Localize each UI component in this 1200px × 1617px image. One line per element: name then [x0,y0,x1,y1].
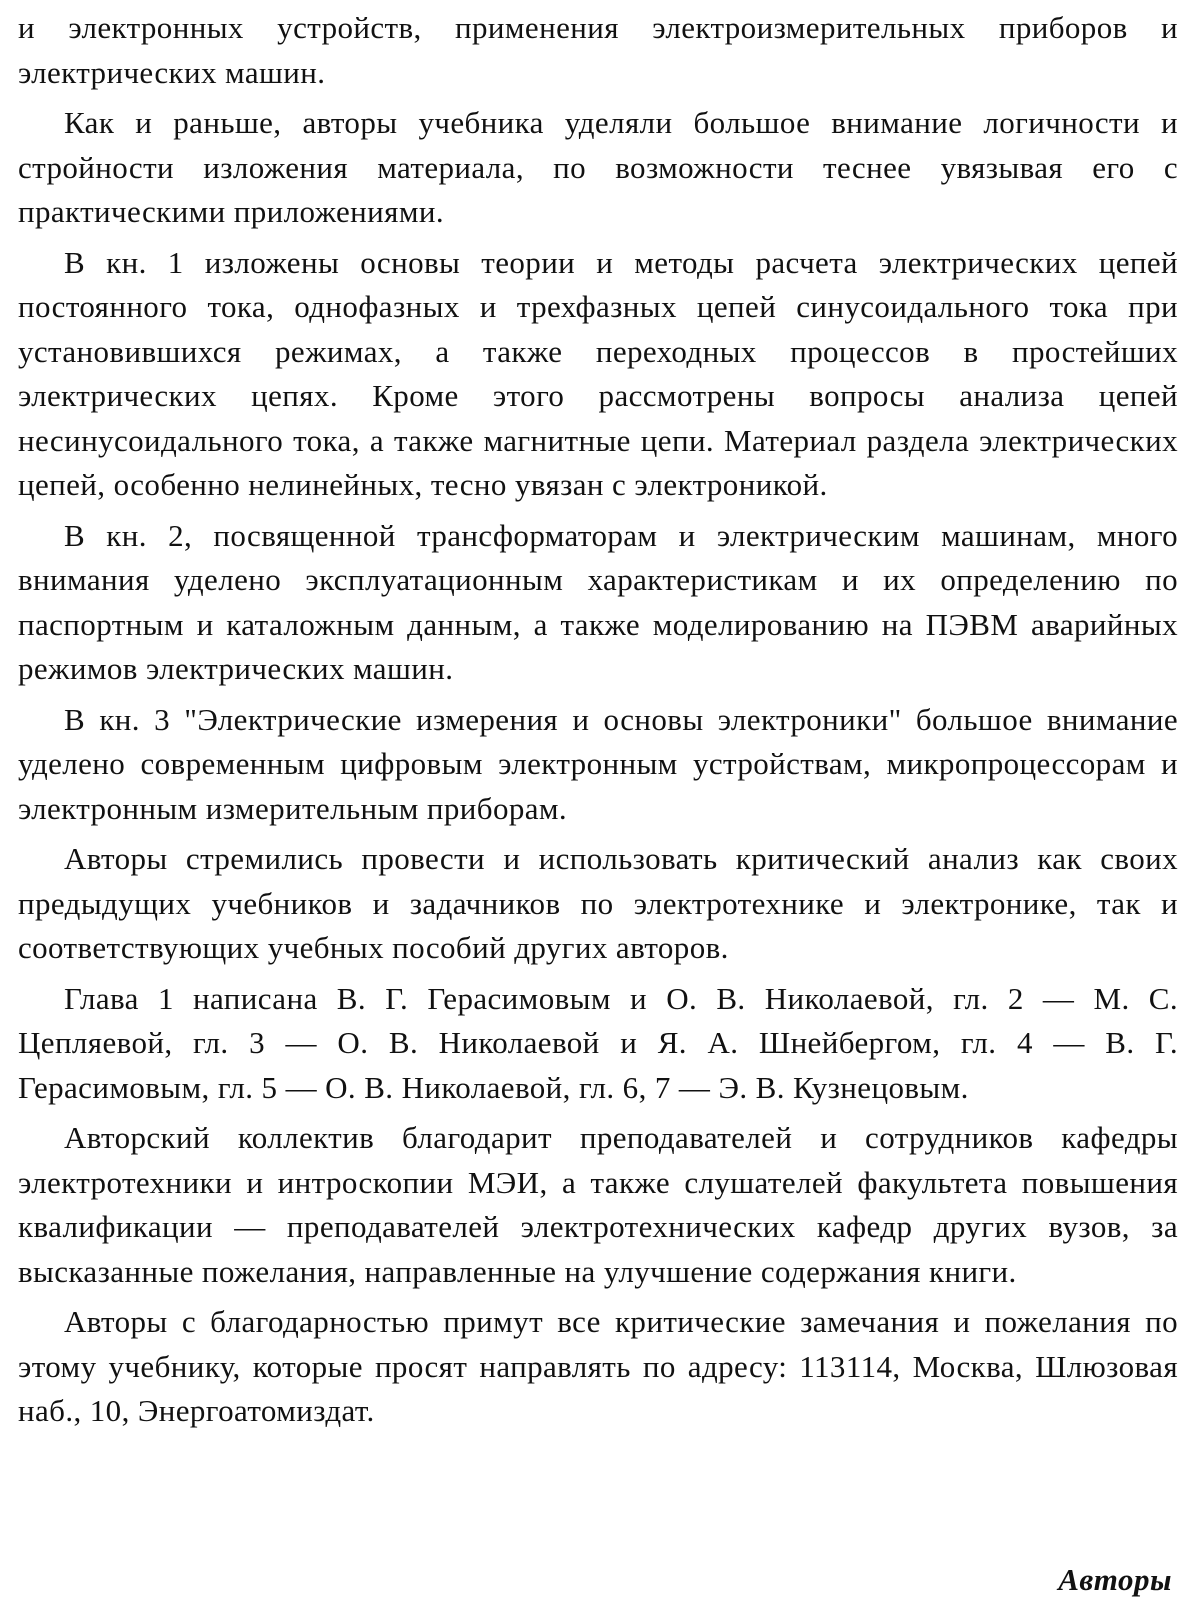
paragraph-critical-analysis: Авторы стремились провести и использовать критический анализ как своих предыдущих учебников и задачников по электротехнике и электронике, так и соответствующих учебных пособий других авторов. [18,841,1178,965]
paragraph-book-1: В кн. 1 изложены основы теории и методы расчета электрических цепей постоянного тока, однофазных и трехфазных цепей синусоидального тока при установившихся режимах, а также переходных процессов в простейших электрических цепях. Кроме этого рассмотрены вопросы анализа цепей несинусоидального тока, а также магнитные цепи. Материал раздела электрических цепей, особенно нелинейных, тесно увязан с электроникой. [18,244,1178,502]
paragraph-continuation: и электронных устройств, применения электроизмерительных приборов и электрических машин. [18,10,1178,90]
authors-signature: Авторы [1058,1562,1172,1597]
paragraph-book-3: В кн. 3 "Электрические измерения и основы электроники" большое внимание уделено современным цифровым электронным устройствам, микропроцессорам и электронным измерительным приборам. [18,701,1178,826]
paragraph-feedback-address: Авторы с благодарностью примут все критические замечания и пожелания по этому учебнику, которые просят направлять по адресу: 113114, Москва, Шлюзовая наб., 10, Энергоатомиздат. [18,1304,1178,1428]
paragraph-book-2: В кн. 2, посвященной трансформаторам и электрическим машинам, много внимания уделено эксплуатационным характеристикам и их определению по паспортным и каталожным данным, а также моделированию на ПЭВМ аварийных режимов электрических машин. [18,517,1178,686]
paragraph-presentation-style: Как и раньше, авторы учебника уделяли большое внимание логичности и стройности изложения материала, по возможности теснее увязывая его с практическими приложениями. [18,105,1178,229]
document-page [18,6,1178,1440]
paragraph-chapter-authors: Глава 1 написана В. Г. Герасимовым и О. В. Николаевой, гл. 2 — М. С. Цепляевой, гл. 3 — О. В. Николаевой и Я. А. Шнейбергом, гл. 4 — В. Г. Герасимовым, гл. 5 — О. В. Николаевой, гл. 6, 7 — Э. В. Кузнецовым. [18,980,1178,1105]
paragraph-acknowledgements: Авторский коллектив благодарит преподавателей и сотрудников кафедры электротехники и интроскопии МЭИ, а также слушателей факультета повышения квалификации — преподавателей электротехнических кафедр других вузов, за высказанные пожелания, направленные на улучшение содержания книги. [18,1120,1178,1289]
